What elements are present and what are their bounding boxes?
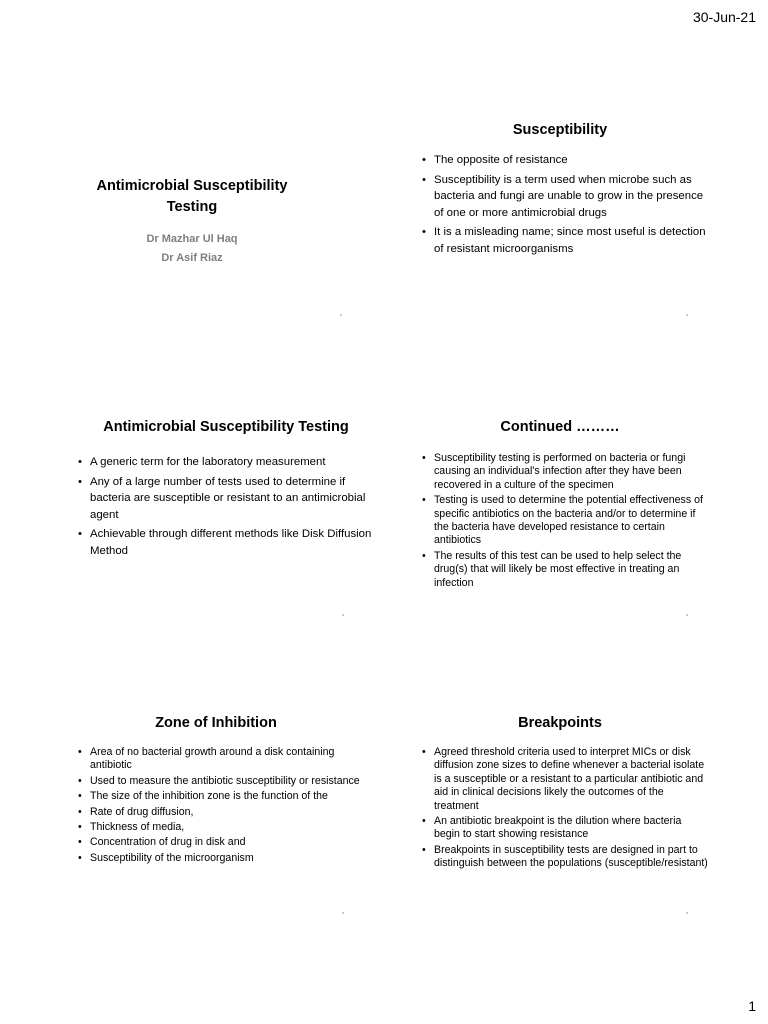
bullet-list (410, 452, 710, 590)
authors (42, 230, 342, 268)
bullet-item: • Testing is used to determine the potential effectiveness of specific antibiotics on the bacteria and/or to determine if the bacteria have developed resistance to certain antibiotics (420, 494, 710, 548)
bullet-item: • Used to measure the antibiotic susceptibility or resistance (76, 775, 366, 788)
slide-title (42, 68, 342, 318)
slide-zone-of-inhibition (66, 664, 366, 914)
author-name: Dr Asif Riaz (161, 252, 223, 264)
title-line: Testing (166, 199, 218, 215)
slide-ast (76, 366, 376, 616)
slide-heading: Breakpoints (518, 715, 602, 731)
slide-title-heading (42, 176, 342, 218)
bullet-item: • An antibiotic breakpoint is the dilution where bacteria begin to start showing resistance (420, 815, 710, 842)
slide-marker (342, 614, 344, 616)
author-name: Dr Mazhar Ul Haq (146, 233, 238, 245)
slide-heading: Continued ……… (500, 419, 620, 435)
slide-marker (686, 614, 688, 616)
bullet-item: • The size of the inhibition zone is the function of the (76, 790, 366, 803)
page-number: 1 (748, 998, 756, 1014)
bullet-item: • Concentration of drug in disk and (76, 836, 366, 849)
bullet-item: • Rate of drug diffusion, (76, 806, 366, 819)
bullet-item: • Agreed threshold criteria used to interpret MICs or disk diffusion zone sizes to define whenever a bacterial isolate is a susceptible or a resistant to a particular antibiotic and aid in clinical decisions likely the outcomes of the treatment (420, 746, 710, 813)
bullet-item: • Susceptibility of the microorganism (76, 852, 366, 865)
bullet-item: • The results of this test can be used to help select the drug(s) that will likely be most effective in treating an infection (420, 550, 710, 590)
bullet-list (410, 152, 710, 257)
bullet-list (76, 454, 376, 559)
slide-breakpoints (410, 664, 710, 914)
slide-heading: Antimicrobial Susceptibility Testing (103, 419, 349, 435)
bullet-item: • Area of no bacterial growth around a disk containing antibiotic (76, 746, 366, 773)
title-line: Antimicrobial Susceptibility (96, 178, 288, 194)
slide-marker (340, 314, 342, 316)
slide-marker (686, 912, 688, 914)
bullet-list (410, 746, 710, 871)
slide-continued (410, 366, 710, 616)
bullet-item: • Any of a large number of tests used to determine if bacteria are susceptible or resistant to an antimicrobial agent (76, 474, 376, 524)
bullet-item: • Achievable through different methods like Disk Diffusion Method (76, 526, 376, 559)
bullet-item: • Breakpoints in susceptibility tests are designed in part to distinguish between the populations (susceptible/resistant) (420, 844, 710, 871)
slide-susceptibility (410, 68, 710, 318)
slide-marker (686, 314, 688, 316)
bullet-item: • Susceptibility testing is performed on bacteria or fungi causing an individual's infection after they have been recovered in a culture of the specimen (420, 452, 710, 492)
slide-heading: Susceptibility (512, 122, 608, 138)
bullet-item: • The opposite of resistance (420, 152, 710, 169)
bullet-item: • A generic term for the laboratory measurement (76, 454, 376, 471)
bullet-item: • It is a misleading name; since most useful is detection of resistant microorganisms (420, 224, 710, 257)
slide-marker (342, 912, 344, 914)
bullet-list (66, 746, 366, 865)
bullet-item: • Susceptibility is a term used when microbe such as bacteria and fungi are unable to grow in the presence of one or more antimicrobial drugs (420, 172, 710, 222)
bullet-item: • Thickness of media, (76, 821, 366, 834)
header-date: 30-Jun-21 (692, 9, 756, 25)
slide-heading: Zone of Inhibition (155, 715, 277, 731)
